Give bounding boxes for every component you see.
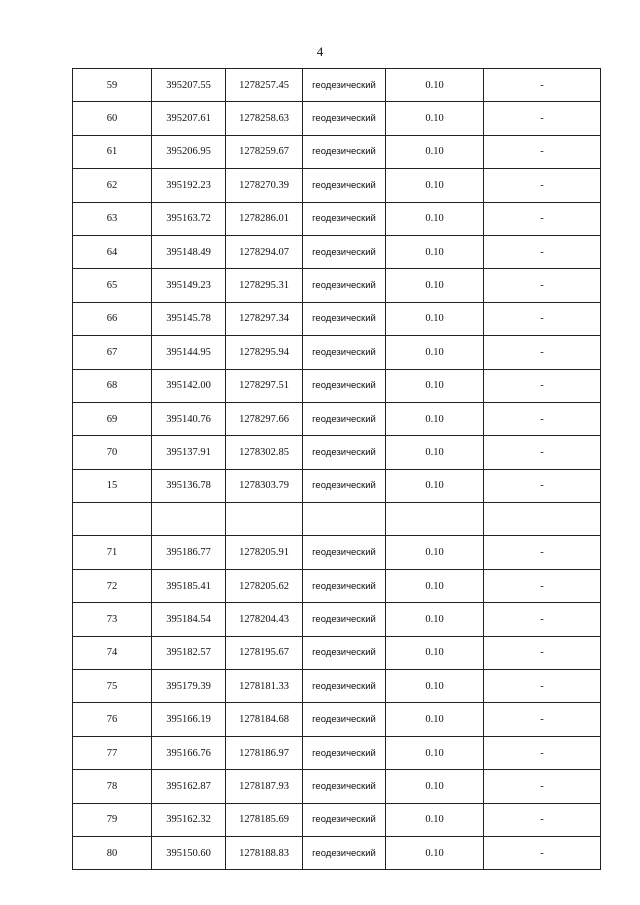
table-row [73, 569, 601, 602]
x-coordinate-cell: 395166.76 [152, 736, 226, 769]
point-number-cell: 66 [73, 302, 152, 335]
y-coordinate-cell: 1278188.83 [226, 836, 303, 869]
table-row [73, 803, 601, 836]
method-cell [303, 503, 386, 536]
table-row [73, 302, 601, 335]
accuracy-cell: 0.10 [386, 803, 484, 836]
accuracy-cell: 0.10 [386, 202, 484, 235]
x-coordinate-cell: 395206.95 [152, 135, 226, 168]
y-coordinate-cell: 1278303.79 [226, 469, 303, 502]
y-coordinate-cell: 1278185.69 [226, 803, 303, 836]
point-number-cell: 76 [73, 703, 152, 736]
y-coordinate-cell: 1278294.07 [226, 235, 303, 268]
point-number-cell: 60 [73, 102, 152, 135]
y-coordinate-cell: 1278204.43 [226, 603, 303, 636]
accuracy-cell: 0.10 [386, 69, 484, 102]
table-row [73, 703, 601, 736]
note-cell: - [484, 402, 601, 435]
x-coordinate-cell: 395185.41 [152, 569, 226, 602]
note-cell: - [484, 736, 601, 769]
point-number-cell: 15 [73, 469, 152, 502]
x-coordinate-cell: 395166.19 [152, 703, 226, 736]
x-coordinate-cell: 395184.54 [152, 603, 226, 636]
accuracy-cell: 0.10 [386, 736, 484, 769]
accuracy-cell: 0.10 [386, 569, 484, 602]
x-coordinate-cell: 395179.39 [152, 670, 226, 703]
accuracy-cell: 0.10 [386, 770, 484, 803]
note-cell: - [484, 770, 601, 803]
y-coordinate-cell: 1278259.67 [226, 135, 303, 168]
accuracy-cell: 0.10 [386, 135, 484, 168]
method-cell: геодезический [303, 369, 386, 402]
point-number-cell [73, 503, 152, 536]
y-coordinate-cell: 1278295.94 [226, 336, 303, 369]
method-cell: геодезический [303, 736, 386, 769]
table-row [73, 770, 601, 803]
note-cell: - [484, 469, 601, 502]
note-cell: - [484, 670, 601, 703]
x-coordinate-cell: 395207.55 [152, 69, 226, 102]
x-coordinate-cell: 395148.49 [152, 235, 226, 268]
coordinates-table-body [73, 69, 601, 870]
point-number-cell: 59 [73, 69, 152, 102]
note-cell: - [484, 703, 601, 736]
x-coordinate-cell: 395137.91 [152, 436, 226, 469]
x-coordinate-cell: 395140.76 [152, 402, 226, 435]
note-cell: - [484, 569, 601, 602]
x-coordinate-cell: 395162.87 [152, 770, 226, 803]
note-cell: - [484, 135, 601, 168]
point-number-cell: 61 [73, 135, 152, 168]
accuracy-cell: 0.10 [386, 169, 484, 202]
note-cell: - [484, 235, 601, 268]
method-cell: геодезический [303, 469, 386, 502]
point-number-cell: 73 [73, 603, 152, 636]
method-cell: геодезический [303, 603, 386, 636]
point-number-cell: 62 [73, 169, 152, 202]
note-cell: - [484, 536, 601, 569]
point-number-cell: 67 [73, 336, 152, 369]
table-row [73, 736, 601, 769]
table-row [73, 503, 601, 536]
x-coordinate-cell: 395162.32 [152, 803, 226, 836]
accuracy-cell: 0.10 [386, 836, 484, 869]
y-coordinate-cell: 1278286.01 [226, 202, 303, 235]
y-coordinate-cell: 1278205.62 [226, 569, 303, 602]
method-cell: геодезический [303, 436, 386, 469]
accuracy-cell: 0.10 [386, 703, 484, 736]
note-cell: - [484, 603, 601, 636]
point-number-cell: 77 [73, 736, 152, 769]
table-row [73, 135, 601, 168]
accuracy-cell: 0.10 [386, 670, 484, 703]
note-cell: - [484, 836, 601, 869]
coordinates-table [72, 68, 601, 870]
table-row [73, 169, 601, 202]
method-cell: геодезический [303, 269, 386, 302]
x-coordinate-cell: 395163.72 [152, 202, 226, 235]
point-number-cell: 63 [73, 202, 152, 235]
point-number-cell: 78 [73, 770, 152, 803]
note-cell [484, 503, 601, 536]
table-row [73, 369, 601, 402]
method-cell: геодезический [303, 770, 386, 803]
accuracy-cell: 0.10 [386, 302, 484, 335]
accuracy-cell: 0.10 [386, 269, 484, 302]
method-cell: геодезический [303, 302, 386, 335]
method-cell: геодезический [303, 803, 386, 836]
point-number-cell: 74 [73, 636, 152, 669]
note-cell: - [484, 269, 601, 302]
point-number-cell: 70 [73, 436, 152, 469]
method-cell: геодезический [303, 135, 386, 168]
note-cell: - [484, 369, 601, 402]
y-coordinate-cell: 1278270.39 [226, 169, 303, 202]
x-coordinate-cell: 395186.77 [152, 536, 226, 569]
table-row [73, 436, 601, 469]
point-number-cell: 72 [73, 569, 152, 602]
point-number-cell: 71 [73, 536, 152, 569]
y-coordinate-cell [226, 503, 303, 536]
note-cell: - [484, 803, 601, 836]
accuracy-cell: 0.10 [386, 235, 484, 268]
table-row [73, 69, 601, 102]
accuracy-cell: 0.10 [386, 402, 484, 435]
method-cell: геодезический [303, 169, 386, 202]
method-cell: геодезический [303, 836, 386, 869]
y-coordinate-cell: 1278302.85 [226, 436, 303, 469]
method-cell: геодезический [303, 202, 386, 235]
table-row [73, 603, 601, 636]
x-coordinate-cell: 395144.95 [152, 336, 226, 369]
y-coordinate-cell: 1278297.66 [226, 402, 303, 435]
table-row [73, 469, 601, 502]
accuracy-cell [386, 503, 484, 536]
accuracy-cell: 0.10 [386, 436, 484, 469]
note-cell: - [484, 336, 601, 369]
y-coordinate-cell: 1278184.68 [226, 703, 303, 736]
note-cell: - [484, 102, 601, 135]
accuracy-cell: 0.10 [386, 603, 484, 636]
table-row [73, 202, 601, 235]
table-row [73, 336, 601, 369]
x-coordinate-cell [152, 503, 226, 536]
accuracy-cell: 0.10 [386, 469, 484, 502]
point-number-cell: 75 [73, 670, 152, 703]
y-coordinate-cell: 1278258.63 [226, 102, 303, 135]
y-coordinate-cell: 1278186.97 [226, 736, 303, 769]
method-cell: геодезический [303, 402, 386, 435]
method-cell: геодезический [303, 670, 386, 703]
y-coordinate-cell: 1278195.67 [226, 636, 303, 669]
method-cell: геодезический [303, 235, 386, 268]
x-coordinate-cell: 395150.60 [152, 836, 226, 869]
note-cell: - [484, 202, 601, 235]
point-number-cell: 80 [73, 836, 152, 869]
x-coordinate-cell: 395149.23 [152, 269, 226, 302]
point-number-cell: 68 [73, 369, 152, 402]
accuracy-cell: 0.10 [386, 102, 484, 135]
y-coordinate-cell: 1278257.45 [226, 69, 303, 102]
x-coordinate-cell: 395192.23 [152, 169, 226, 202]
method-cell: геодезический [303, 703, 386, 736]
accuracy-cell: 0.10 [386, 369, 484, 402]
y-coordinate-cell: 1278181.33 [226, 670, 303, 703]
method-cell: геодезический [303, 636, 386, 669]
x-coordinate-cell: 395145.78 [152, 302, 226, 335]
page-number: 4 [316, 44, 324, 59]
x-coordinate-cell: 395136.78 [152, 469, 226, 502]
table-row [73, 269, 601, 302]
table-row [73, 670, 601, 703]
y-coordinate-cell: 1278205.91 [226, 536, 303, 569]
note-cell: - [484, 302, 601, 335]
table-row [73, 836, 601, 869]
table-row [73, 536, 601, 569]
accuracy-cell: 0.10 [386, 536, 484, 569]
note-cell: - [484, 69, 601, 102]
point-number-cell: 65 [73, 269, 152, 302]
point-number-cell: 69 [73, 402, 152, 435]
method-cell: геодезический [303, 69, 386, 102]
note-cell: - [484, 169, 601, 202]
method-cell: геодезический [303, 336, 386, 369]
method-cell: геодезический [303, 102, 386, 135]
point-number-cell: 79 [73, 803, 152, 836]
method-cell: геодезический [303, 569, 386, 602]
x-coordinate-cell: 395142.00 [152, 369, 226, 402]
accuracy-cell: 0.10 [386, 336, 484, 369]
y-coordinate-cell: 1278297.34 [226, 302, 303, 335]
table-row [73, 235, 601, 268]
table-row [73, 636, 601, 669]
x-coordinate-cell: 395182.57 [152, 636, 226, 669]
note-cell: - [484, 436, 601, 469]
table-row [73, 102, 601, 135]
y-coordinate-cell: 1278297.51 [226, 369, 303, 402]
x-coordinate-cell: 395207.61 [152, 102, 226, 135]
note-cell: - [484, 636, 601, 669]
method-cell: геодезический [303, 536, 386, 569]
y-coordinate-cell: 1278187.93 [226, 770, 303, 803]
accuracy-cell: 0.10 [386, 636, 484, 669]
point-number-cell: 64 [73, 235, 152, 268]
table-row [73, 402, 601, 435]
y-coordinate-cell: 1278295.31 [226, 269, 303, 302]
